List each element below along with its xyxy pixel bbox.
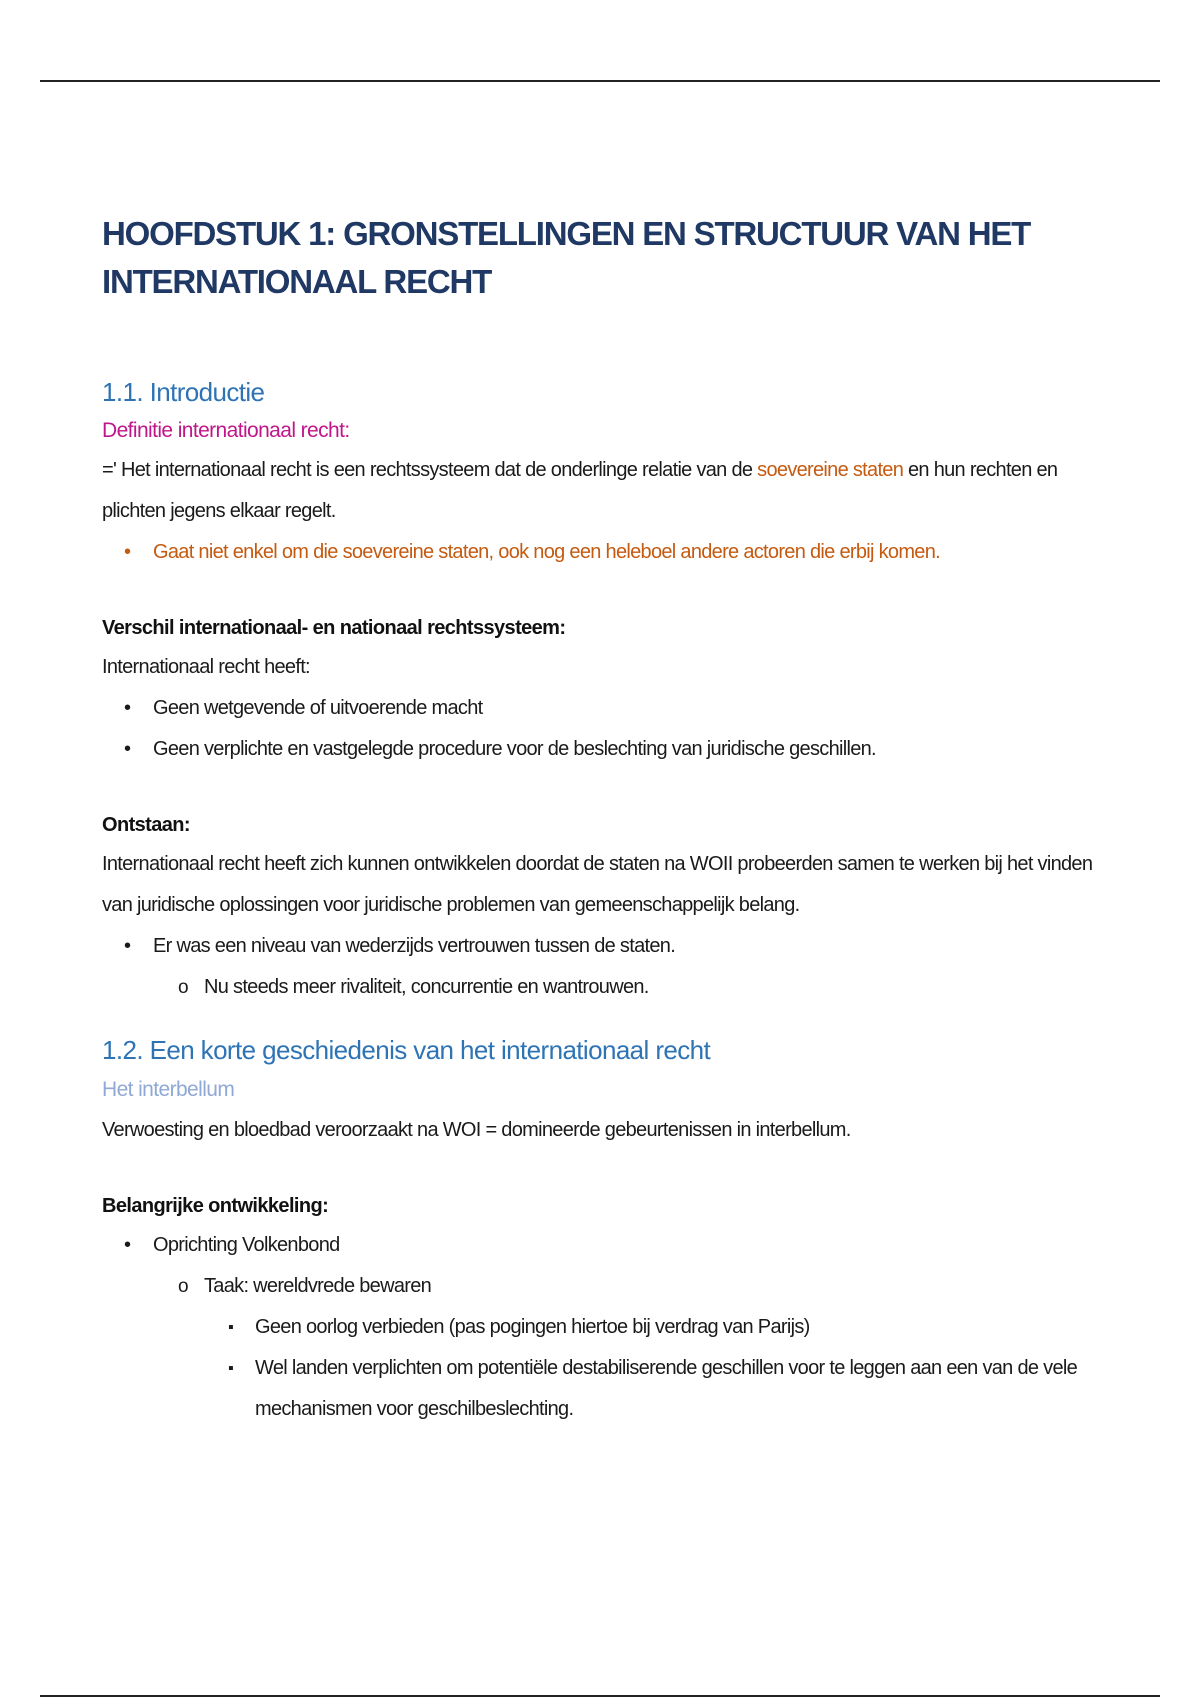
document-body xyxy=(102,210,1102,1430)
origin-paragraph: Internationaal recht heeft zich kunnen ontwikkelen doordat de staten na WOII probeerden samen te werken bij het vinden van juridische oplossingen voor juridische problemen van gemeenschappelijk belang. xyxy=(102,853,1093,916)
definition-text-post: en hun rechten en plichten jegens elkaar regelt. xyxy=(102,459,1058,522)
development-sub-bullet: o Taak: wereldvrede bewaren xyxy=(102,1266,1102,1307)
development-heading: Belangrijke ontwikkeling: xyxy=(102,1195,329,1217)
definition-list xyxy=(102,532,1102,573)
section-heading-1-1: 1.1. Introductie xyxy=(102,377,265,407)
list-item: • Geen wetgevende of uitvoerende macht xyxy=(102,688,1102,729)
definition-highlight: soevereine staten xyxy=(757,459,904,481)
origin-bullet: • Er was een niveau van wederzijds vertrouwen tussen de staten. xyxy=(102,926,1102,967)
chapter-title: HOOFDSTUK 1: GRONSTELLINGEN EN STRUCTUUR VAN HET INTERNATIONAAL RECHT xyxy=(102,215,1031,300)
list-item: • Geen verplichte en vastgelegde procedure voor de beslechting van juridische geschillen. xyxy=(102,729,1102,770)
origin-list xyxy=(102,926,1102,1008)
origin-sub-bullet: o Nu steeds meer rivaliteit, concurrentie en wantrouwen. xyxy=(102,967,1102,1008)
interbellum-paragraph: Verwoesting en bloedbad veroorzaakt na WOI = domineerde gebeurtenissen in interbellum. xyxy=(102,1119,851,1141)
difference-intro: Internationaal recht heeft: xyxy=(102,656,310,678)
definition-bullet: • Gaat niet enkel om die soevereine staten, ook nog een heleboel andere actoren die erbij komen. xyxy=(102,532,1102,573)
section-heading-1-2: 1.2. Een korte geschiedenis van het internationaal recht xyxy=(102,1035,711,1065)
list-item: ▪ Geen oorlog verbieden (pas pogingen hiertoe bij verdrag van Parijs) xyxy=(102,1307,1102,1348)
definition-label: Definitie internationaal recht: xyxy=(102,419,350,442)
top-rule xyxy=(40,80,1160,82)
list-item: ▪ Wel landen verplichten om potentiële destabiliserende geschillen voor te leggen aan een van de vele mechanismen voor geschilbeslechting. xyxy=(102,1348,1102,1430)
bottom-rule xyxy=(40,1695,1160,1697)
difference-list xyxy=(102,688,1102,770)
development-bullet: • Oprichting Volkenbond xyxy=(102,1225,1102,1266)
difference-heading: Verschil internationaal- en nationaal rechtssysteem: xyxy=(102,617,566,639)
origin-heading: Ontstaan: xyxy=(102,814,190,836)
interbellum-subheading: Het interbellum xyxy=(102,1078,235,1101)
definition-text-pre: =' Het internationaal recht is een rechtssysteem dat de onderlinge relatie van de xyxy=(102,459,758,481)
development-list xyxy=(102,1225,1102,1430)
definition-paragraph xyxy=(102,450,1102,532)
